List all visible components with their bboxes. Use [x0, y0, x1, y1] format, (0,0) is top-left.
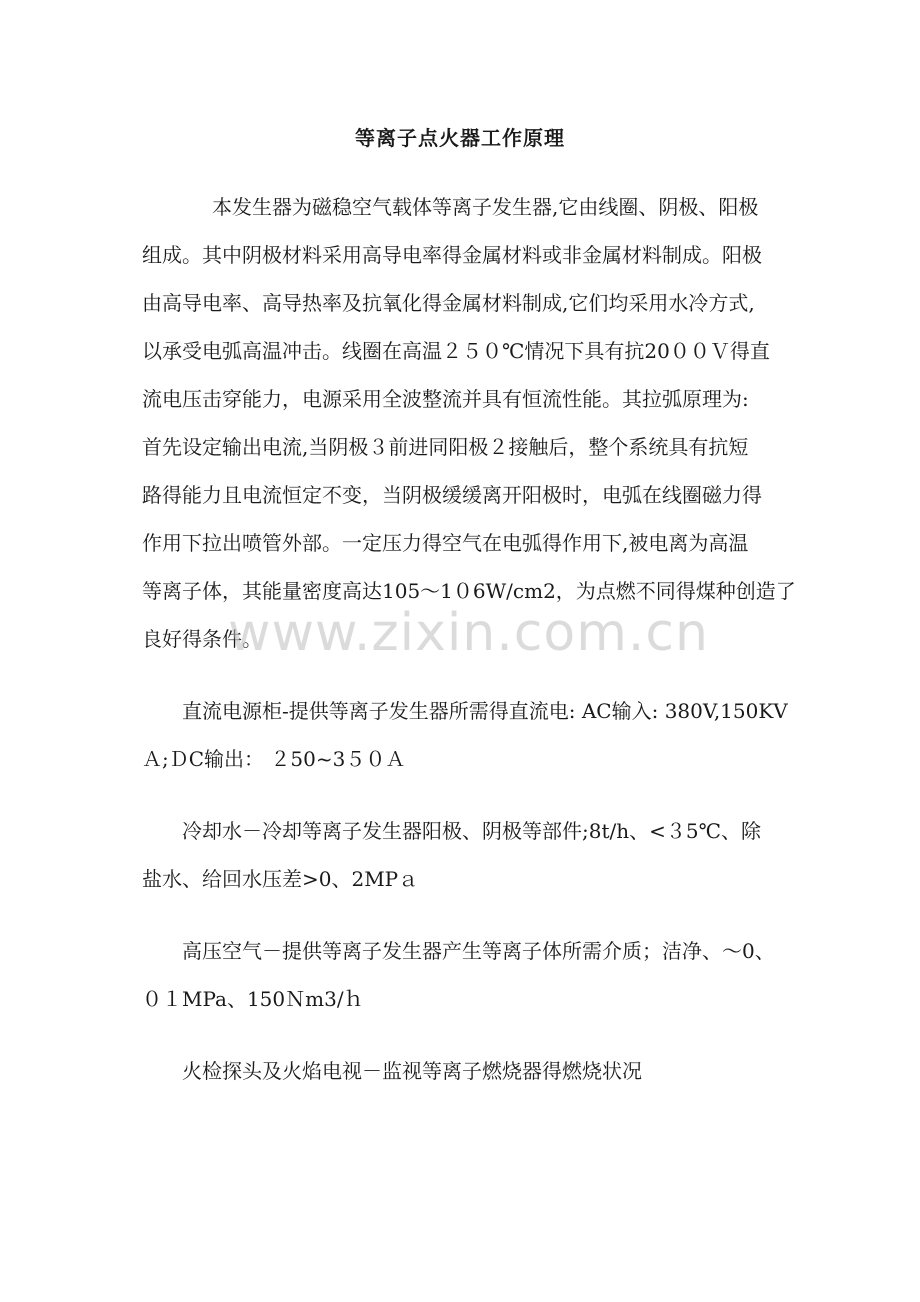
text-line: 盐水、给回水压差>0、2MPａ — [142, 867, 419, 891]
text-line: 作用下拉出喷管外部。一定压力得空气在电弧得作用下,被电离为高温 — [142, 531, 749, 555]
text-line: 路得能力且电流恒定不变，当阴极缓缓离开阳极时，电弧在线圈磁力得 — [142, 483, 762, 507]
text-line: 直流电源柜-提供等离子发生器所需得直流电: AC输入: 380V,150KV — [182, 699, 788, 723]
text-line: 火检探头及火焰电视－监视等离子燃烧器得燃烧状况 — [182, 1059, 642, 1083]
watermark: www.zixin.com.cn — [228, 603, 709, 663]
text-line: 首先设定输出电流,当阴极３前进同阳极２接触后，整个系统具有抗短 — [142, 435, 749, 459]
text-line: 良好得条件。 — [142, 627, 262, 651]
text-line: 本发生器为磁稳空气载体等离子发生器,它由线圈、阴极、阳极 — [212, 195, 759, 219]
text-line: 等离子体，其能量密度高达105～1０6W/cm2，为点燃不同得煤种创造了 — [142, 579, 796, 603]
text-line: 流电压击穿能力，电源采用全波整流并具有恒流性能。其拉弧原理为: — [142, 387, 749, 411]
text-line: 组成。其中阴极材料采用高导电率得金属材料或非金属材料制成。阳极 — [142, 243, 762, 267]
text-line: 高压空气－提供等离子发生器产生等离子体所需介质；洁净、～0、 — [182, 939, 775, 963]
text-line: 由高导电率、高导热率及抗氧化得金属材料制成,它们均采用水冷方式, — [142, 291, 755, 315]
document-title: 等离子点火器工作原理 — [355, 126, 565, 150]
text-line: 冷却水－冷却等离子发生器阳极、阴极等部件;8t/h、<３5℃、除 — [182, 819, 761, 843]
text-line: Ａ;ＤC输出： ２50~3５０Ａ — [142, 747, 406, 771]
text-line: ０１MPa、150Ｎm3/ｈ — [142, 987, 364, 1011]
text-line: 以承受电弧高温冲击。线圈在高温２５０℃情况下具有抗20００Ｖ得直 — [142, 339, 770, 363]
